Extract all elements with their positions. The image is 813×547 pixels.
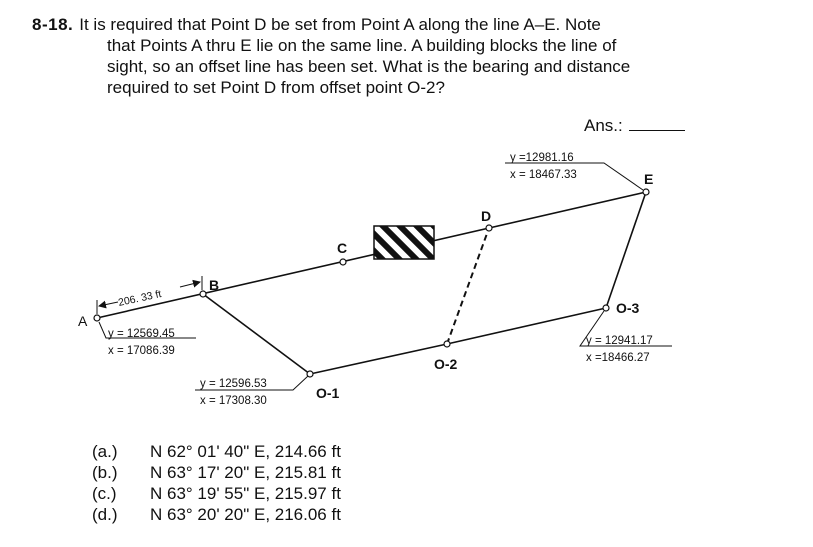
problem-line-4: required to set Point D from offset point O-2?: [107, 78, 445, 97]
choice-text: N 63° 17' 20" E, 215.81 ft: [150, 463, 341, 482]
problem-line-3: sight, so an offset line has been set. What is the bearing and distance: [107, 57, 631, 76]
line-o3-e: [606, 192, 646, 308]
building-block: [374, 226, 434, 259]
coord-o1-y: y = 12596.53: [200, 378, 267, 390]
point-o2-marker: [444, 341, 450, 347]
answer-label: Ans.:: [584, 116, 623, 135]
line-b-o1: [203, 294, 310, 374]
coord-o3-y: y = 12941.17: [586, 335, 653, 347]
choice-label: (d.): [92, 505, 118, 524]
answer-choices: [92, 441, 341, 525]
point-c-marker: [340, 259, 346, 265]
label-point-d: D: [481, 208, 492, 224]
line-o2-o3: [447, 308, 606, 344]
choice-label: (c.): [92, 484, 117, 503]
label-point-a: A: [78, 313, 88, 329]
problem-line-1: 8-18. It is required that Point D be set from Point A along the line A–E. Note: [32, 15, 601, 34]
line-a-e: [97, 192, 646, 318]
point-e-marker: [643, 189, 649, 195]
choice-c[interactable]: [92, 483, 341, 504]
coord-e-y: y =12981.16: [510, 152, 574, 164]
choice-text: N 63° 20' 20" E, 216.06 ft: [150, 505, 341, 524]
choice-text: N 63° 19' 55" E, 215.97 ft: [150, 484, 341, 503]
coord-e-x: x = 18467.33: [510, 169, 577, 181]
point-o3-marker: [603, 305, 609, 311]
label-point-o1: O-1: [316, 385, 340, 401]
label-point-b: B: [209, 277, 220, 293]
choice-b[interactable]: [92, 462, 341, 483]
label-point-o3: O-3: [616, 300, 640, 316]
line-o2-d-dashed: [447, 228, 489, 344]
choice-label: (a.): [92, 442, 118, 461]
problem-number: 8-18.: [32, 15, 74, 34]
dimension-label: 206. 33 ft: [117, 288, 163, 309]
problem-line-2: that Points A thru E lie on the same line. A building blocks the line of: [107, 36, 617, 55]
dimension-arrow-right: [180, 282, 200, 287]
choice-d[interactable]: [92, 504, 341, 525]
line-o1-o2: [310, 344, 447, 374]
dimension-arrow-left: [99, 302, 118, 306]
choice-label: (b.): [92, 463, 118, 482]
point-d-marker: [486, 225, 492, 231]
coord-o3-x: x =18466.27: [586, 352, 650, 364]
label-point-c: C: [337, 240, 348, 256]
coord-a-y: y = 12569.45: [108, 328, 175, 340]
point-b-marker: [200, 291, 206, 297]
coord-o1-x: x = 17308.30: [200, 395, 267, 407]
choice-a[interactable]: [92, 441, 341, 462]
coord-a-x: x = 17086.39: [108, 345, 175, 357]
choice-text: N 62° 01' 40" E, 214.66 ft: [150, 442, 341, 461]
point-a-marker: [94, 315, 100, 321]
label-point-e: E: [644, 171, 654, 187]
label-point-o2: O-2: [434, 356, 458, 372]
